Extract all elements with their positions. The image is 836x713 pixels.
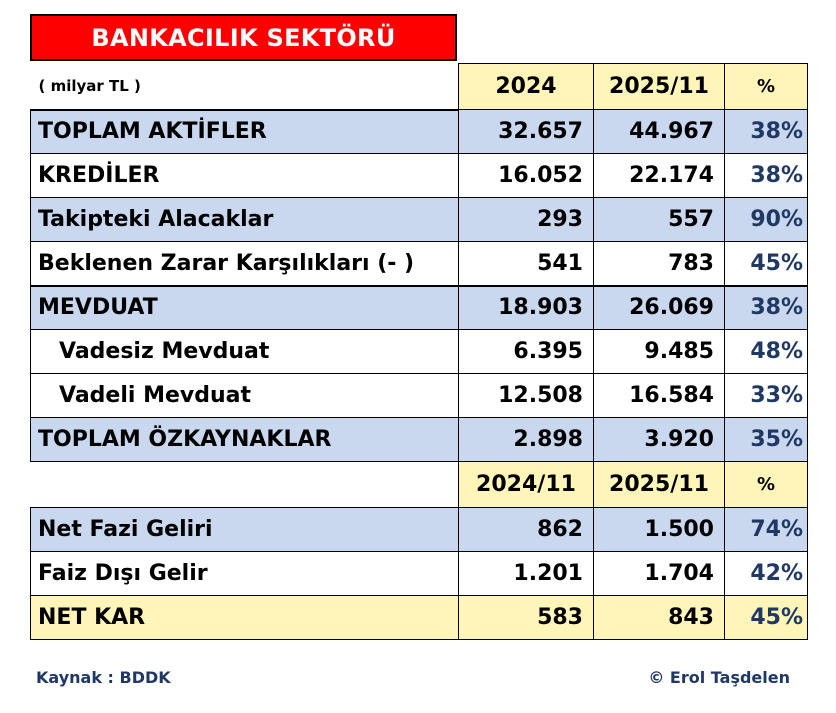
row-label: TOPLAM AKTİFLER	[31, 110, 459, 154]
row-value-2: 44.967	[594, 110, 725, 154]
table-row	[31, 596, 808, 640]
row-value-1: 583	[459, 596, 594, 640]
header-year-1: 2024	[459, 64, 594, 110]
row-percent: 48%	[725, 330, 808, 374]
row-value-1: 1.201	[459, 552, 594, 596]
row-value-2: 3.920	[594, 418, 725, 462]
title-banner	[30, 14, 457, 61]
row-value-2: 843	[594, 596, 725, 640]
row-value-2: 26.069	[594, 286, 725, 330]
row-percent: 38%	[725, 286, 808, 330]
header2-percent: %	[725, 462, 808, 508]
row-value-2: 22.174	[594, 154, 725, 198]
row-value-2: 16.584	[594, 374, 725, 418]
row-percent: 74%	[725, 508, 808, 552]
table-row	[31, 110, 808, 154]
row-value-2: 1.500	[594, 508, 725, 552]
header-blank	[31, 462, 459, 508]
row-value-1: 293	[459, 198, 594, 242]
row-percent: 45%	[725, 596, 808, 640]
table-row	[31, 286, 808, 330]
header2-year-1: 2024/11	[459, 462, 594, 508]
row-percent: 45%	[725, 242, 808, 286]
row-label: Vadesiz Mevduat	[31, 330, 459, 374]
header-year-2: 2025/11	[594, 64, 725, 110]
row-percent: 33%	[725, 374, 808, 418]
row-value-1: 2.898	[459, 418, 594, 462]
copyright-note: © Erol Taşdelen	[648, 668, 790, 687]
row-value-1: 541	[459, 242, 594, 286]
table-header-row	[31, 64, 808, 110]
row-label: NET KAR	[31, 596, 459, 640]
row-percent: 38%	[725, 110, 808, 154]
banking-table	[30, 63, 808, 640]
row-label: KREDİLER	[31, 154, 459, 198]
header2-year-2: 2025/11	[594, 462, 725, 508]
table-row	[31, 154, 808, 198]
row-value-2: 783	[594, 242, 725, 286]
row-value-1: 12.508	[459, 374, 594, 418]
row-label: Vadeli Mevduat	[31, 374, 459, 418]
row-label: Faiz Dışı Gelir	[31, 552, 459, 596]
table-row	[31, 374, 808, 418]
source-note: Kaynak : BDDK	[36, 668, 171, 687]
row-label: Beklenen Zarar Karşılıkları (- )	[31, 242, 459, 286]
table-row	[31, 508, 808, 552]
row-value-1: 862	[459, 508, 594, 552]
table-row	[31, 330, 808, 374]
table-row	[31, 242, 808, 286]
row-label: TOPLAM ÖZKAYNAKLAR	[31, 418, 459, 462]
row-percent: 90%	[725, 198, 808, 242]
row-value-2: 1.704	[594, 552, 725, 596]
row-percent: 35%	[725, 418, 808, 462]
table-row	[31, 552, 808, 596]
row-value-1: 18.903	[459, 286, 594, 330]
page-title: BANKACILIK SEKTÖRÜ	[91, 23, 396, 52]
row-value-1: 32.657	[459, 110, 594, 154]
row-percent: 42%	[725, 552, 808, 596]
row-value-2: 557	[594, 198, 725, 242]
row-percent: 38%	[725, 154, 808, 198]
table-row	[31, 418, 808, 462]
row-label: MEVDUAT	[31, 286, 459, 330]
table-row	[31, 198, 808, 242]
header-percent: %	[725, 64, 808, 110]
row-label: Net Fazi Geliri	[31, 508, 459, 552]
unit-label: ( milyar TL )	[31, 64, 459, 110]
table-header-row-2	[31, 462, 808, 508]
row-value-1: 16.052	[459, 154, 594, 198]
row-value-1: 6.395	[459, 330, 594, 374]
row-label: Takipteki Alacaklar	[31, 198, 459, 242]
row-value-2: 9.485	[594, 330, 725, 374]
